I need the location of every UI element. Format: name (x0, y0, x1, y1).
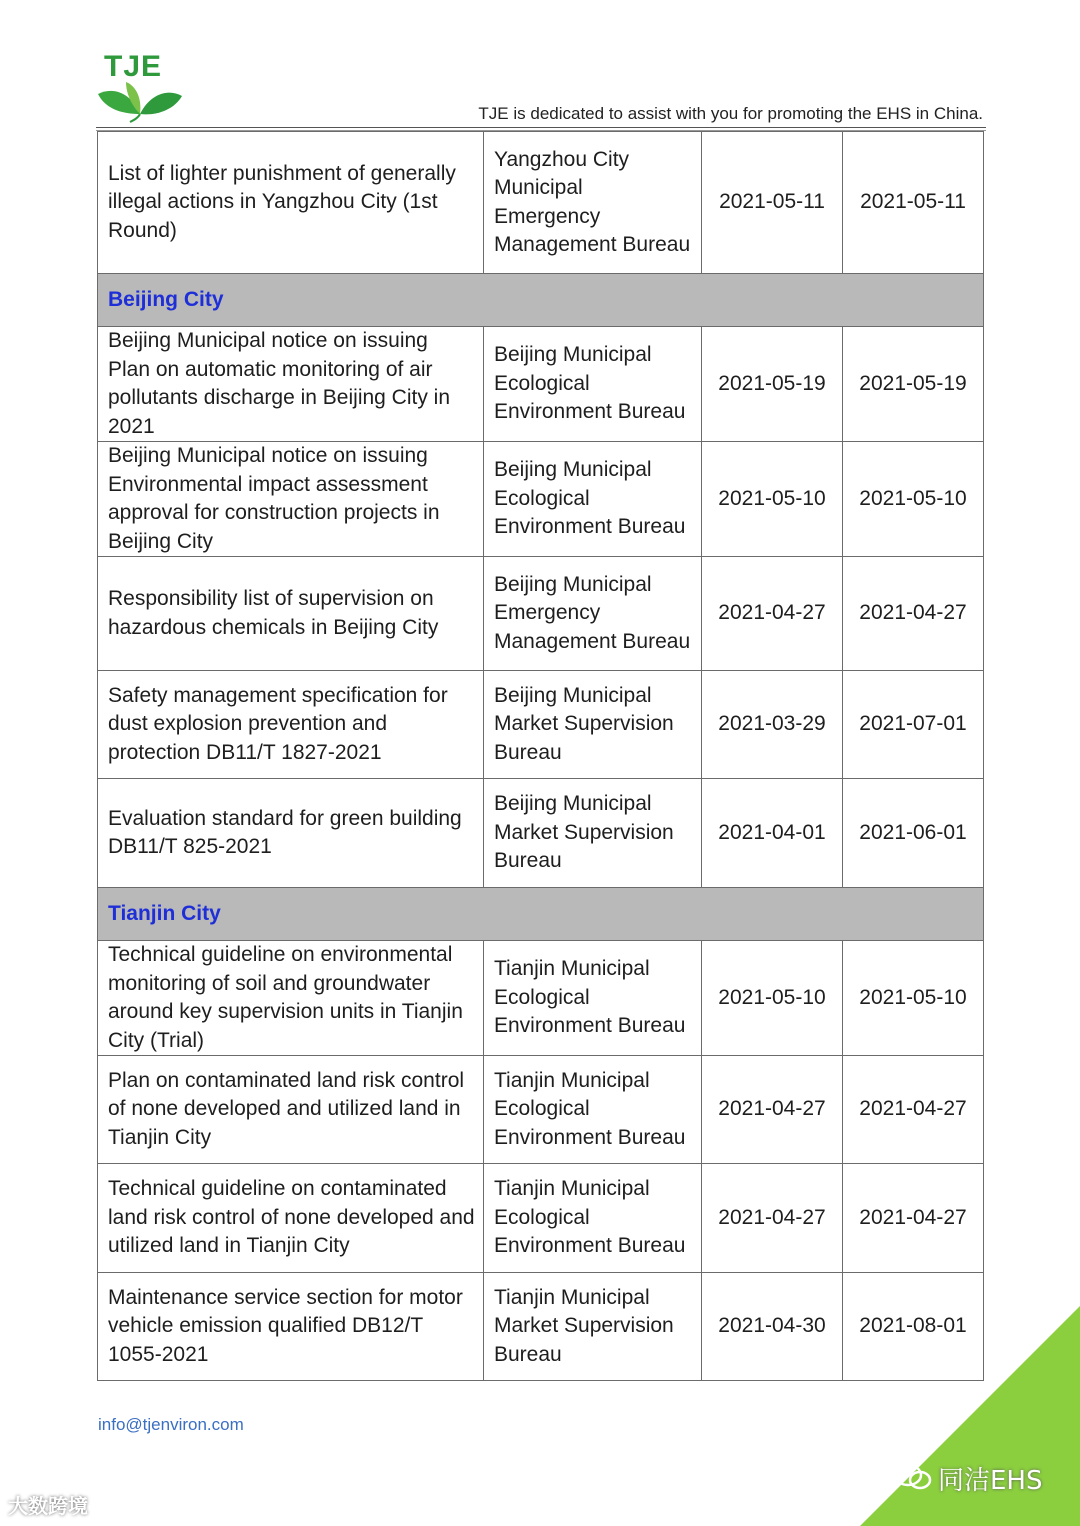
issuing-authority-cell: Beijing Municipal Emergency Management Bureau (484, 557, 702, 671)
issuing-authority-cell: Beijing Municipal Ecological Environment Bureau (484, 442, 702, 557)
issue-date-cell: 2021-05-19 (702, 327, 843, 442)
footer-email[interactable]: info@tjenviron.com (98, 1415, 244, 1434)
issue-date-cell: 2021-05-10 (702, 941, 843, 1056)
regulation-title-cell: Maintenance service section for motor vehicle emission qualified DB12/T 1055-2021 (98, 1273, 484, 1381)
effective-date-cell: 2021-07-01 (843, 671, 984, 779)
effective-date-cell: 2021-05-11 (843, 132, 984, 274)
regulation-title-cell: Safety management specification for dust explosion prevention and protection DB11/T 1827-2021 (98, 671, 484, 779)
table-row (98, 557, 984, 671)
section-header-row (98, 888, 984, 941)
table-row (98, 442, 984, 557)
issuing-authority-cell: Yangzhou City Municipal Emergency Management Bureau (484, 132, 702, 274)
section-header: Beijing City (98, 274, 984, 327)
regulations-table (97, 131, 984, 1381)
effective-date-cell: 2021-04-27 (843, 1164, 984, 1273)
table-row (98, 941, 984, 1056)
wechat-account-label: 同洁EHS (938, 1466, 1043, 1496)
issuing-authority-cell: Tianjin Municipal Ecological Environment Bureau (484, 1056, 702, 1164)
issuing-authority-cell: Tianjin Municipal Market Supervision Bureau (484, 1273, 702, 1381)
effective-date-cell: 2021-06-01 (843, 779, 984, 888)
regulation-title-cell: Plan on contaminated land risk control of none developed and utilized land in Tianjin City (98, 1056, 484, 1164)
table-row (98, 1056, 984, 1164)
header-divider (96, 127, 986, 128)
regulation-title-cell: Evaluation standard for green building DB11/T 825-2021 (98, 779, 484, 888)
header-tagline: TJE is dedicated to assist with you for promoting the EHS in China. (478, 104, 983, 123)
effective-date-cell: 2021-05-10 (843, 442, 984, 557)
effective-date-cell: 2021-08-01 (843, 1273, 984, 1381)
issue-date-cell: 2021-05-10 (702, 442, 843, 557)
watermark-label: 大数跨境 (8, 1494, 88, 1518)
regulation-title-cell: List of lighter punishment of generally illegal actions in Yangzhou City (1st Round) (98, 132, 484, 274)
issue-date-cell: 2021-05-11 (702, 132, 843, 274)
table-row (98, 132, 984, 274)
wechat-icon (893, 1462, 933, 1492)
issue-date-cell: 2021-03-29 (702, 671, 843, 779)
table-row (98, 671, 984, 779)
regulation-title-cell: Beijing Municipal notice on issuing Environmental impact assessment approval for construction projects in Beijing City (98, 442, 484, 557)
table-row (98, 1273, 984, 1381)
section-header: Tianjin City (98, 888, 984, 941)
table-row (98, 327, 984, 442)
section-header-row (98, 274, 984, 327)
effective-date-cell: 2021-05-10 (843, 941, 984, 1056)
issuing-authority-cell: Beijing Municipal Ecological Environment Bureau (484, 327, 702, 442)
issue-date-cell: 2021-04-27 (702, 557, 843, 671)
leaf-logo-icon (96, 80, 186, 124)
tje-logo (96, 50, 186, 124)
regulation-title-cell: Technical guideline on contaminated land risk control of none developed and utilized land in Tianjin City (98, 1164, 484, 1273)
effective-date-cell: 2021-04-27 (843, 1056, 984, 1164)
issue-date-cell: 2021-04-27 (702, 1056, 843, 1164)
issue-date-cell: 2021-04-01 (702, 779, 843, 888)
issuing-authority-cell: Tianjin Municipal Ecological Environment Bureau (484, 1164, 702, 1273)
issuing-authority-cell: Tianjin Municipal Ecological Environment Bureau (484, 941, 702, 1056)
issue-date-cell: 2021-04-27 (702, 1164, 843, 1273)
regulation-title-cell: Beijing Municipal notice on issuing Plan on automatic monitoring of air pollutants discharge in Beijing City in 2021 (98, 327, 484, 442)
regulation-title-cell: Technical guideline on environmental monitoring of soil and groundwater around key supervision units in Tianjin City (Trial) (98, 941, 484, 1056)
effective-date-cell: 2021-04-27 (843, 557, 984, 671)
effective-date-cell: 2021-05-19 (843, 327, 984, 442)
regulation-title-cell: Responsibility list of supervision on hazardous chemicals in Beijing City (98, 557, 484, 671)
logo-text: TJE (104, 50, 163, 83)
issuing-authority-cell: Beijing Municipal Market Supervision Bureau (484, 779, 702, 888)
issue-date-cell: 2021-04-30 (702, 1273, 843, 1381)
table-row (98, 779, 984, 888)
issuing-authority-cell: Beijing Municipal Market Supervision Bureau (484, 671, 702, 779)
table-row (98, 1164, 984, 1273)
